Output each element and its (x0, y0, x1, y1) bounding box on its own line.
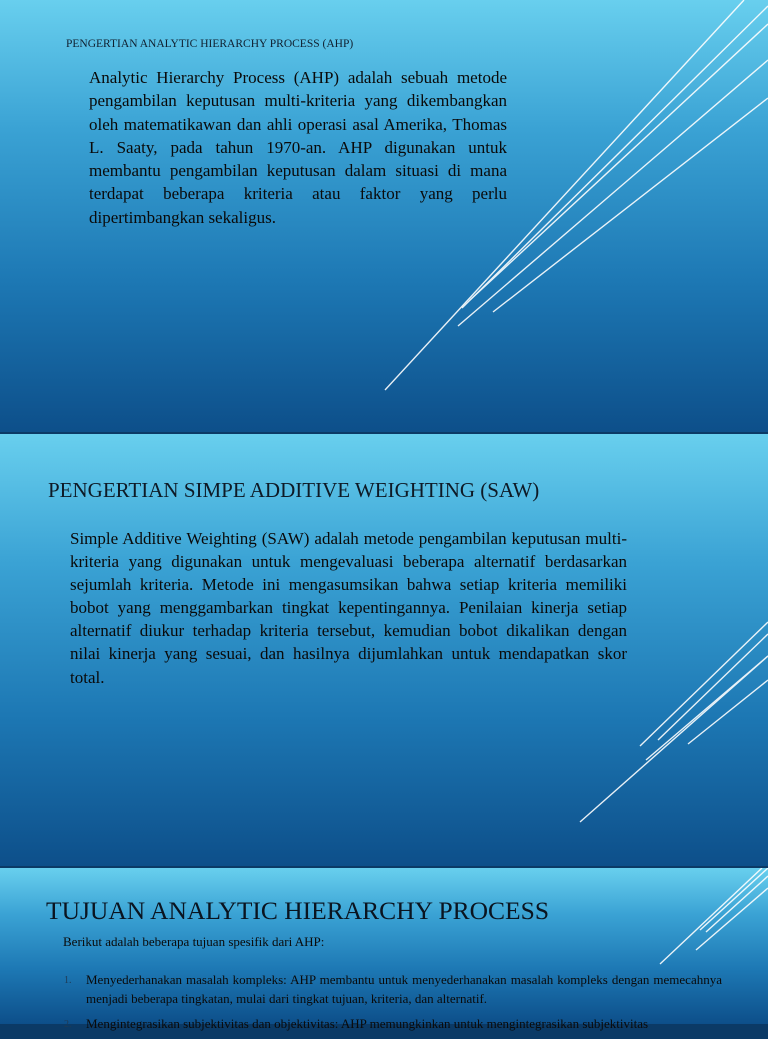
deco-line (660, 868, 762, 964)
list-item (64, 970, 722, 1008)
slide-body: Simple Additive Weighting (SAW) adalah metode pengambilan keputusan multi-kriteria yang digunakan untuk mengevaluasi beberapa alternatif berdasarkan sejumlah kriteria. Metode ini mengasumsikan bahwa setiap kriteria memiliki bobot yang menggambarkan tingkat kepentingannya. Penilaian kinerja setiap alternatif diukur terhadap kriteria tersebut, kemudian bobot dikalikan dengan nilai kinerja yang sesuai, dan hasilnya dijumlahkan untuk mendapatkan skor total. (70, 529, 627, 687)
goals-list (64, 970, 722, 1039)
slide-title: PENGERTIAN SIMPE ADDITIVE WEIGHTING (SAW) (48, 478, 540, 502)
list-item-text: Menyederhanakan masalah kompleks: AHP membantu untuk menyederhanakan masalah kompleks dengan memecahnya menjadi beberapa tingkatan, mulai dari tingkat tujuan, kriteria, dan alternatif. (86, 972, 722, 1006)
deco-line (470, 24, 768, 300)
deco-line (640, 622, 768, 746)
deco-line (493, 98, 768, 312)
slide-intro: Berikut adalah beberapa tujuan spesifik dari AHP: (63, 934, 325, 949)
deco-line (700, 868, 768, 930)
list-item-text: Mengintegrasikan subjektivitas dan objektivitas: AHP memungkinkan untuk mengintegrasikan subjektivitas (86, 1016, 649, 1031)
slide-body: Analytic Hierarchy Process (AHP) adalah sebuah metode pengambilan keputusan multi-kriteria yang dikembangkan oleh matematikawan dan ahli operasi asal Amerika, Thomas L. Saaty, pada tahun 1970-an. AHP digunakan untuk membantu pengambilan keputusan dalam situasi di mana terdapat beberapa kriteria atau faktor yang perlu dipertimbangkan sekaligus. (89, 68, 507, 227)
deco-line (462, 6, 768, 308)
list-number: 2. (64, 1019, 72, 1030)
slide-ahp-definition (0, 0, 768, 432)
list-number: 1. (64, 975, 72, 986)
slide-title: PENGERTIAN ANALYTIC HIERARCHY PROCESS (AHP) (66, 38, 354, 50)
deco-line (706, 876, 768, 932)
slide-title: TUJUAN ANALYTIC HIERARCHY PROCESS (46, 896, 550, 925)
